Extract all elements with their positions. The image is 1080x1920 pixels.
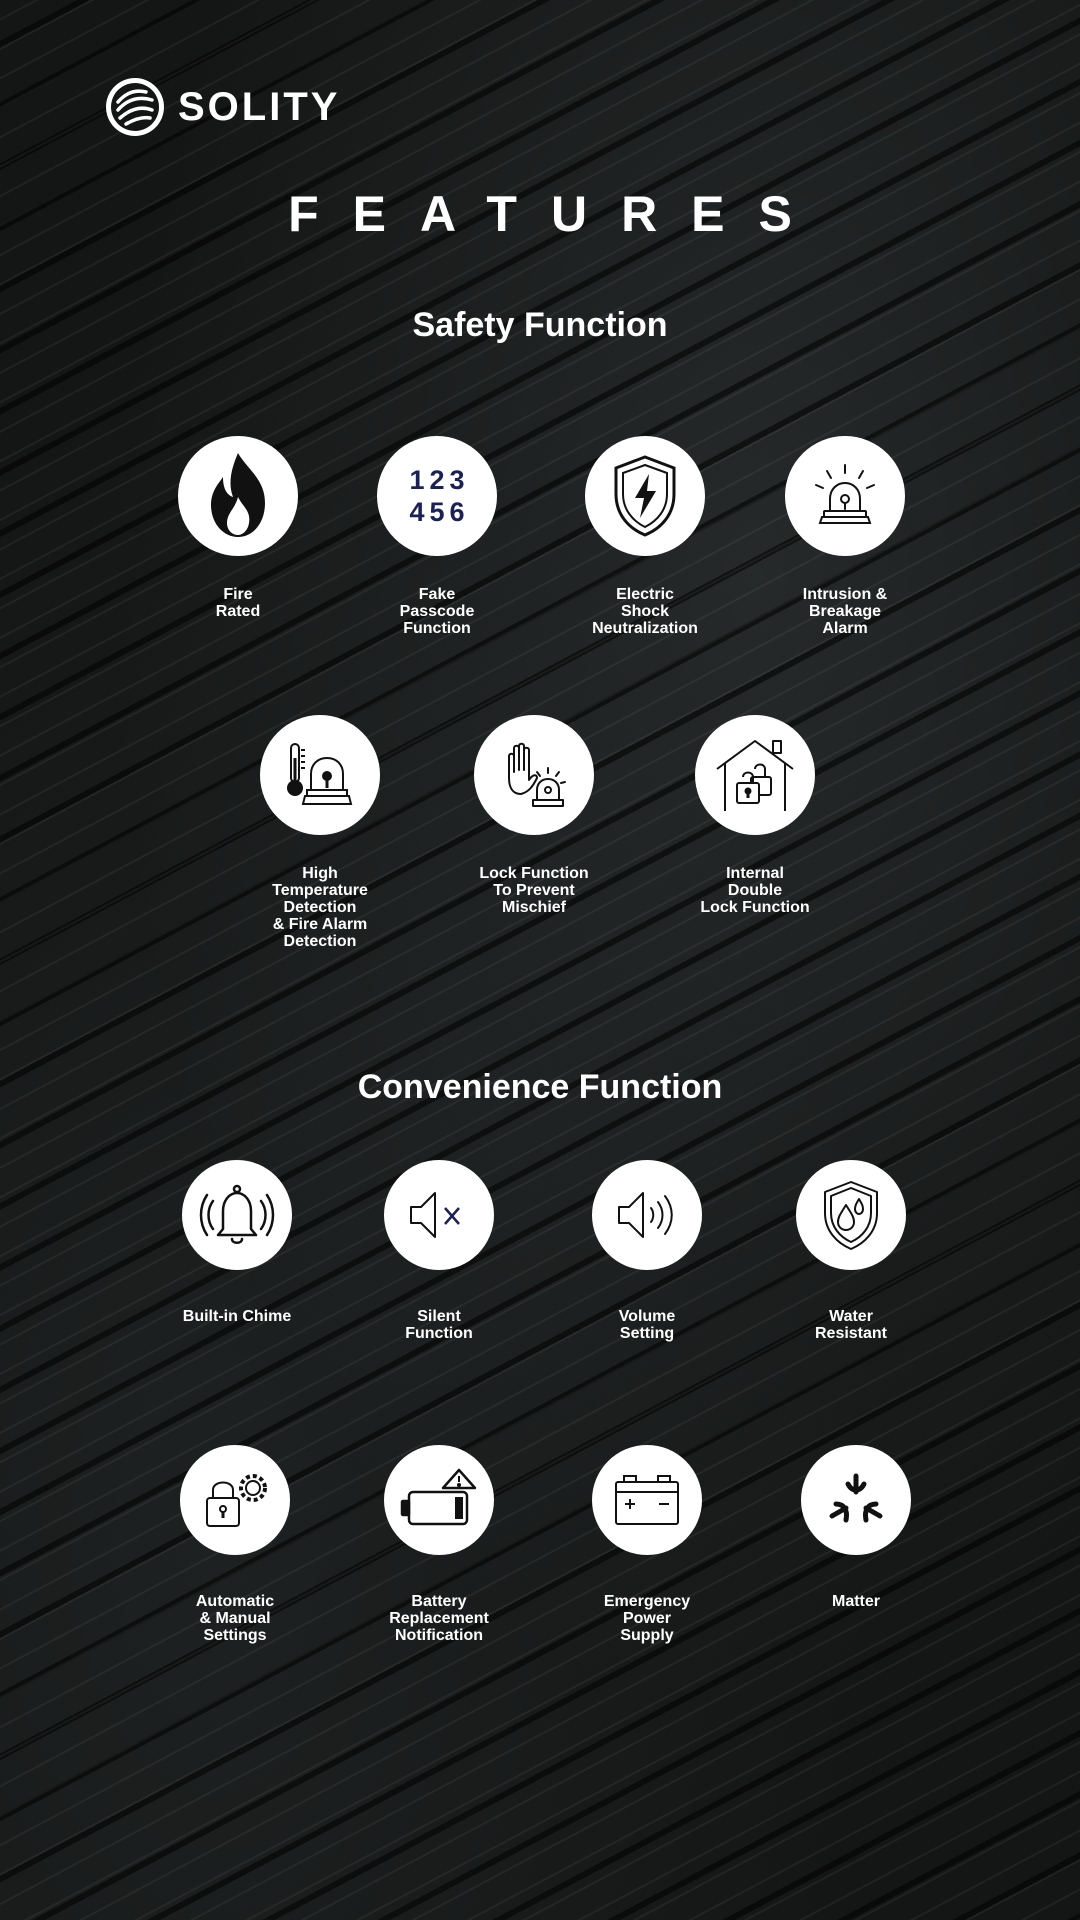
feature-label: Matter [831, 1593, 880, 1610]
speaker-volume-icon [592, 1160, 702, 1270]
passcode-digits-icon [377, 436, 497, 556]
feature-battery-notification [339, 1445, 539, 1644]
feature-label: Automatic & Manual Settings [195, 1593, 275, 1644]
feature-emergency-power [547, 1445, 747, 1644]
feature-label: Water Resistant [814, 1308, 888, 1342]
feature-electric-shock [545, 436, 745, 637]
feature-fire-rated [138, 436, 338, 620]
feature-fake-passcode [337, 436, 537, 637]
speaker-mute-icon [384, 1160, 494, 1270]
feature-label: Lock Function To Prevent Mischief [479, 865, 589, 916]
flame-icon [178, 436, 298, 556]
hand-siren-icon [474, 715, 594, 835]
feature-label: Fire Rated [215, 586, 261, 620]
feature-label: Intrusion & Breakage Alarm [802, 586, 888, 637]
feature-auto-manual-settings [135, 1445, 335, 1644]
feature-silent-function [339, 1160, 539, 1342]
brand-logo [106, 78, 340, 136]
feature-intrusion-alarm [745, 436, 945, 637]
safety-section-title: Safety Function [412, 306, 668, 344]
bell-icon [182, 1160, 292, 1270]
shield-lightning-icon [585, 436, 705, 556]
feature-label: Built-in Chime [182, 1308, 292, 1325]
brand-name: SOLITY [178, 84, 341, 129]
lock-gear-icon [180, 1445, 290, 1555]
battery-warning-icon [384, 1445, 494, 1555]
passcode-digits: 123 456 [409, 465, 470, 527]
matter-logo-icon [801, 1445, 911, 1555]
feature-volume-setting [547, 1160, 747, 1342]
feature-high-temperature [220, 715, 420, 950]
feature-label: Fake Passcode Function [399, 586, 475, 637]
feature-label: Battery Replacement Notification [389, 1593, 489, 1644]
feature-label: Silent Function [405, 1308, 473, 1342]
feature-label: Volume Setting [618, 1308, 676, 1342]
feature-label: Internal Double Lock Function [700, 865, 810, 916]
feature-label: Emergency Power Supply [603, 1593, 691, 1644]
feature-prevent-mischief [434, 715, 634, 916]
feature-built-in-chime [137, 1160, 337, 1325]
alarm-siren-icon [785, 436, 905, 556]
shield-water-icon [796, 1160, 906, 1270]
thermometer-siren-icon [260, 715, 380, 835]
page-title: FEATURES [288, 186, 826, 242]
feature-label: High Temperature Detection & Fire Alarm Detection [272, 865, 368, 950]
house-double-lock-icon [695, 715, 815, 835]
convenience-section-title: Convenience Function [357, 1068, 723, 1106]
feature-label: Electric Shock Neutralization [592, 586, 698, 637]
car-battery-icon [592, 1445, 702, 1555]
feature-internal-double-lock [655, 715, 855, 916]
feature-matter [756, 1445, 956, 1610]
solity-logo-icon [106, 78, 164, 136]
feature-water-resistant [751, 1160, 951, 1342]
